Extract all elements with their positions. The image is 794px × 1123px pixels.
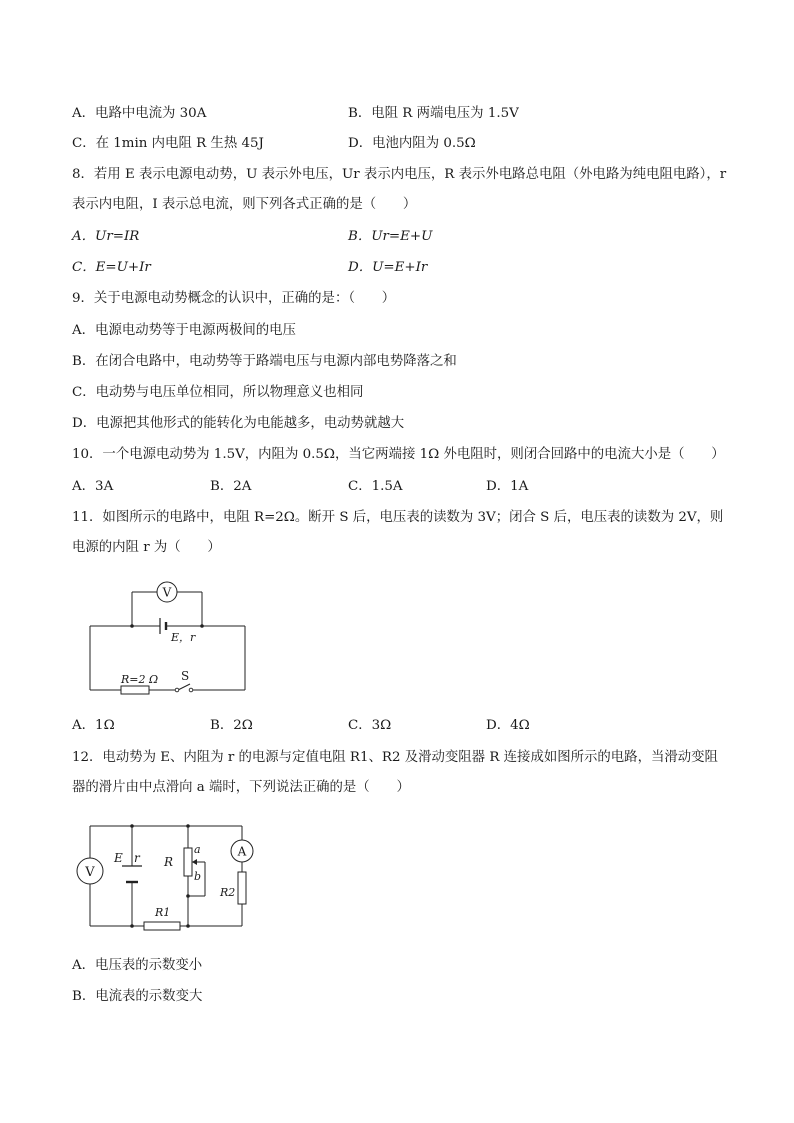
- q12-internal-resistance-label: r: [134, 851, 140, 865]
- q10-option-d: D．1A: [486, 479, 529, 494]
- q11-option-a: A．1Ω: [72, 718, 115, 733]
- q12-r1-label: R1: [155, 906, 171, 919]
- q7-option-d: D．电池内阻为 0.5Ω: [348, 136, 476, 151]
- q9-option-d: D．电源把其他形式的能转化为电能越多，电动势就越大: [72, 416, 405, 431]
- q8-option-a: A．Ur=IR: [72, 229, 140, 244]
- q8-option-b: B．Ur=E+U: [348, 229, 433, 244]
- q11-option-d: D．4Ω: [486, 718, 530, 733]
- q12-stem-line2: 器的滑片由中点滑向 a 端时，下列说法正确的是（ ）: [72, 780, 410, 795]
- q12-r2-label: R2: [220, 886, 236, 899]
- q12-rheostat-label: R: [164, 855, 174, 869]
- q11-stem-line2: 电源的内阻 r 为（ ）: [72, 540, 221, 555]
- q12-resistor-r2: [238, 872, 246, 904]
- q12-stem-line1: 12．电动势为 E、内阻为 r 的电源与定值电阻 R1、R2 及滑动变阻器 R 连接成如图所示的电路，当滑动变阻: [72, 750, 718, 765]
- q11-stem-line1: 11．如图所示的电路中，电阻 R=2Ω。断开 S 后，电压表的读数为 3V；闭合 S 后，电压表的读数为 2V，则: [72, 510, 724, 525]
- q11-option-b: B．2Ω: [210, 718, 253, 733]
- q10-stem: 10．一个电源电动势为 1.5V，内阻为 0.5Ω，当它两端接 1Ω 外电阻时，则闭合回路中的电流大小是（ ）: [72, 447, 725, 462]
- q11-source-label: E，r: [171, 631, 196, 644]
- q7-option-b: B．电阻 R 两端电压为 1.5V: [348, 106, 519, 121]
- q12-rheostat: [184, 848, 192, 876]
- q7-option-a: A．电路中电流为 30A: [72, 106, 207, 121]
- q12-terminal-b-label: b: [194, 870, 202, 883]
- q9-option-a: A．电源电动势等于电源两极间的电压: [72, 323, 296, 338]
- q10-option-a: A．3A: [72, 479, 114, 494]
- q10-option-c: C．1.5A: [348, 479, 403, 494]
- q11-voltmeter-label: V: [162, 585, 172, 600]
- q12-emf-label: E: [114, 851, 123, 865]
- q11-switch-label: S: [181, 669, 190, 683]
- q12-terminal-a-label: a: [194, 843, 201, 856]
- q12-voltmeter-label: V: [85, 865, 95, 880]
- q12-rheostat-slider-icon: [192, 859, 197, 865]
- q12-option-a: A．电压表的示数变小: [72, 958, 203, 973]
- q9-option-b: B．在闭合电路中，电动势等于路端电压与电源内部电势降落之和: [72, 354, 457, 369]
- q12-ammeter-label: A: [237, 844, 247, 859]
- q9-option-c: C．电动势与电压单位相同，所以物理意义也相同: [72, 385, 364, 400]
- q12-option-b: B．电流表的示数变大: [72, 989, 203, 1004]
- q9-stem: 9．关于电源电动势概念的认识中，正确的是：（ ）: [72, 291, 396, 306]
- q8-option-d: D．U=E+Ir: [348, 260, 428, 275]
- q7-option-c: C．在 1min 内电阻 R 生热 45J: [72, 136, 264, 151]
- q11-resistor-label: R=2 Ω: [121, 673, 159, 686]
- q10-option-b: B．2A: [210, 479, 252, 494]
- q8-stem-line1: 8．若用 E 表示电源电动势，U 表示外电压，Ur 表示内电压，R 表示外电路总电阻（外电路为纯电阻电路），r: [72, 167, 727, 182]
- q11-option-c: C．3Ω: [348, 718, 392, 733]
- q12-resistor-r1: [144, 922, 180, 930]
- q8-option-c: C．E=U+Ir: [72, 260, 151, 275]
- q8-stem-line2: 表示内电阻，I 表示总电流，则下列各式正确的是（ ）: [72, 197, 417, 212]
